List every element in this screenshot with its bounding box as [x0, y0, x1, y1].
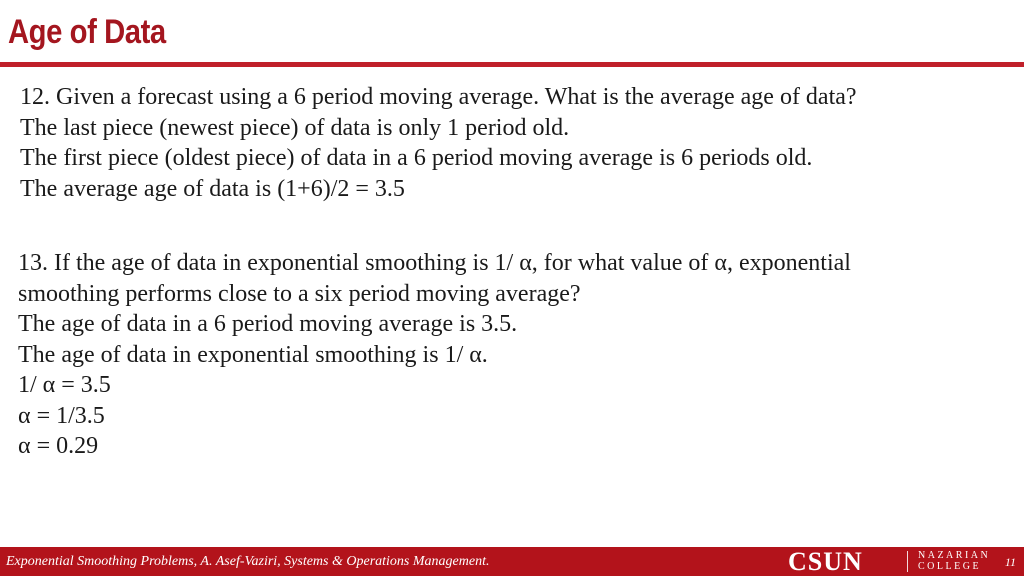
footer-credit: Exponential Smoothing Problems, A. Asef-Vaziri, Systems & Operations Management. — [6, 554, 490, 569]
college-name-line-1: NAZARIAN — [918, 550, 991, 561]
q12-text-line: The first piece (oldest piece) of data in a 6 period moving average is 6 periods old. — [20, 145, 813, 171]
footer-bar — [0, 547, 1024, 576]
slide-title: Age of Data — [8, 13, 166, 51]
logo-divider — [907, 551, 908, 572]
q12-question-line: 12. Given a forecast using a 6 period moving average. What is the average age of data? — [20, 84, 857, 110]
q13-question-line: 13. If the age of data in exponential smoothing is 1/ α, for what value of α, exponential — [18, 250, 851, 276]
page-number: 11 — [1004, 555, 1016, 569]
csun-logo: CSUN — [788, 547, 863, 576]
q13-equation-line: 1/ α = 3.5 — [18, 372, 111, 398]
question-12-block — [20, 82, 857, 204]
college-name — [918, 550, 990, 572]
college-name-line-2: COLLEGE — [918, 561, 982, 572]
title-divider — [0, 62, 1024, 67]
q13-equation-line: α = 1/3.5 — [18, 402, 105, 429]
q13-text-line: The age of data in a 6 period moving average is 3.5. — [18, 311, 518, 337]
q13-text-line: The age of data in exponential smoothing is 1/ α. — [18, 341, 488, 368]
q12-text-line: The last piece (newest piece) of data is only 1 period old. — [20, 114, 570, 141]
q13-answer-line: α = 0.29 — [18, 433, 99, 459]
q13-question-line: smoothing performs close to a six period moving average? — [18, 280, 581, 307]
question-13-block — [18, 248, 851, 462]
q12-answer-line: The average age of data is (1+6)/2 = 3.5 — [20, 175, 405, 202]
